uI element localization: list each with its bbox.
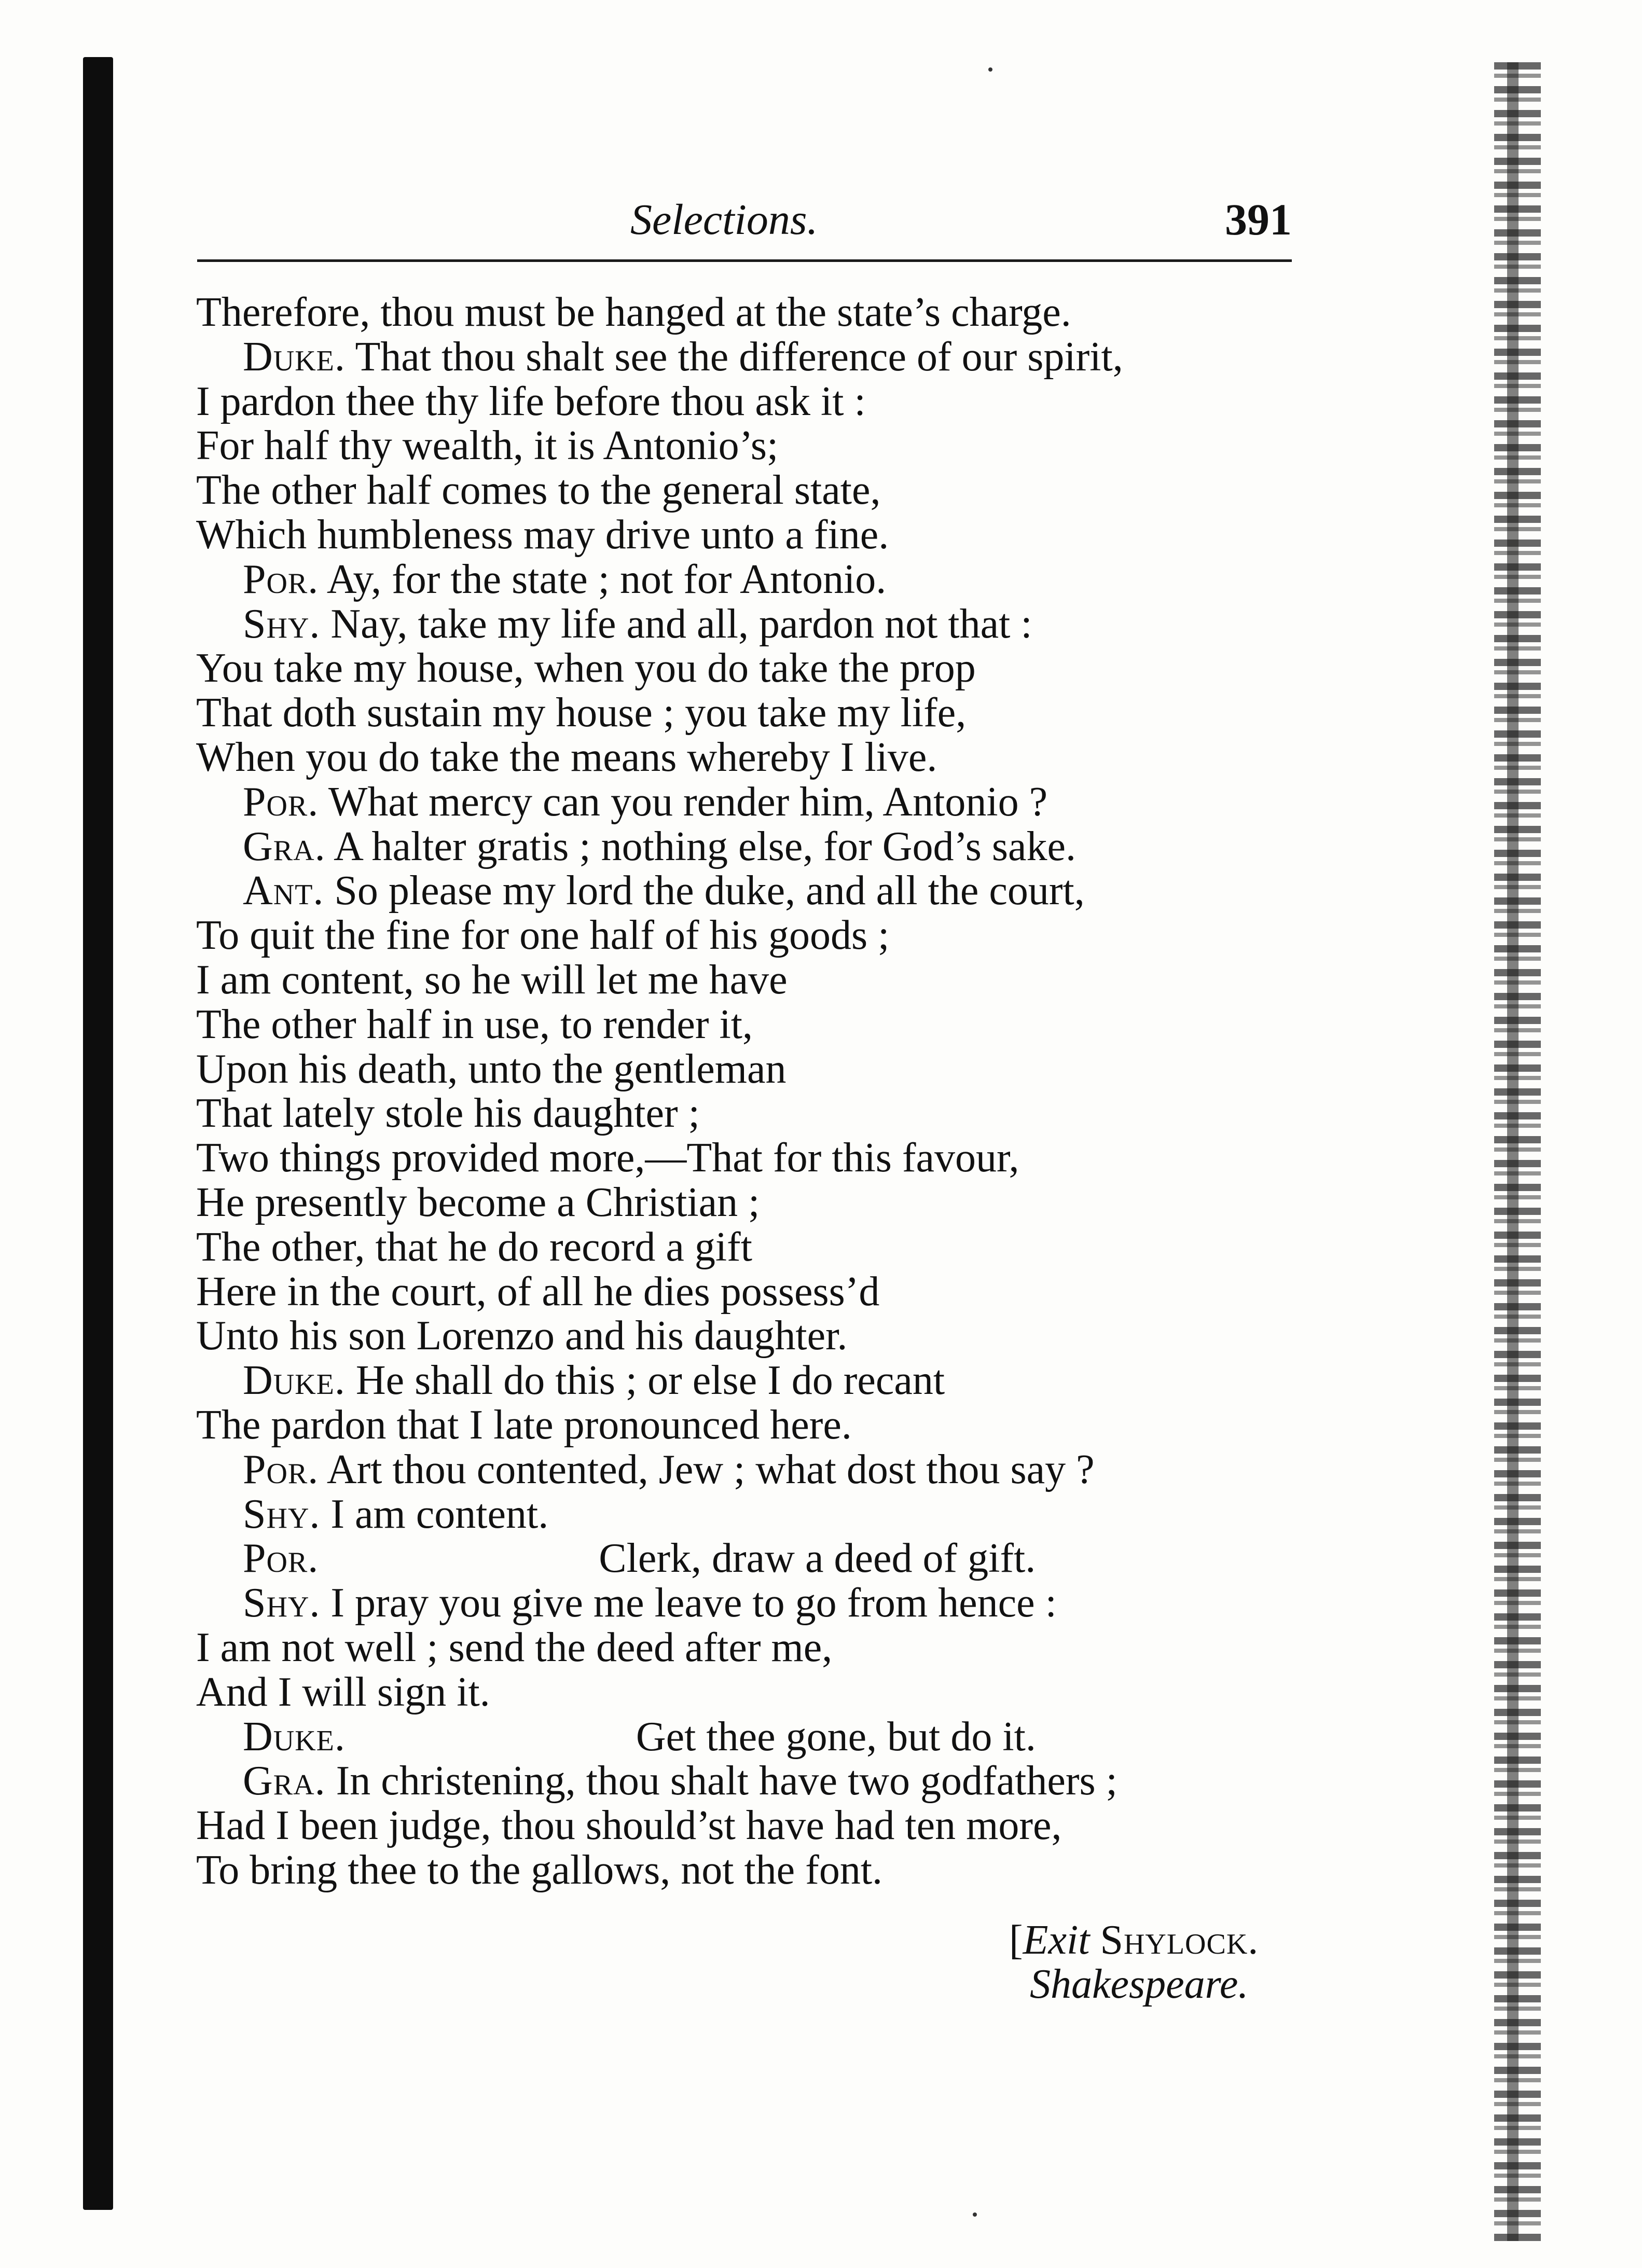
line-text: I am content, so he will let me have [196, 957, 788, 1003]
line-text: And I will sign it. [196, 1669, 490, 1715]
line-text: Unto his son Lorenzo and his daughter. [196, 1313, 848, 1359]
line-text: That thou shalt see the difference of our spirit, [355, 334, 1123, 380]
speaker-name: Duke. [243, 1713, 346, 1760]
line-text: He shall do this ; or else I do recant [355, 1358, 945, 1404]
speaker-name: Por. [243, 556, 319, 602]
stage-direction-bracket: [ [1009, 1917, 1023, 1963]
line-text: The other half comes to the general state, [196, 467, 881, 514]
line-text: Nay, take my life and all, pardon not that : [330, 601, 1032, 647]
line-text: For half thy wealth, it is Antonio’s; [196, 423, 779, 469]
line-text: A halter gratis ; nothing else, for God’s sake. [334, 823, 1076, 869]
page-number: 391 [1225, 195, 1292, 244]
page-header [197, 187, 1292, 249]
line-text: That lately stole his daughter ; [196, 1090, 700, 1137]
line-text: Get thee gone, but do it. [636, 1713, 1036, 1760]
verse-line [196, 1003, 1317, 1047]
speech-line [196, 335, 1317, 380]
line-text: In christening, thou shalt have two godfathers ; [336, 1758, 1117, 1804]
line-text: The pardon that I late pronounced here. [196, 1402, 852, 1448]
verse-line [196, 1091, 1317, 1136]
verse-line [196, 1314, 1317, 1359]
ink-speck [988, 67, 992, 72]
play-excerpt [196, 291, 1317, 1893]
stage-direction-character: Shylock. [1100, 1917, 1259, 1963]
line-text: He presently become a Christian ; [196, 1179, 760, 1225]
speaker-gap [346, 1358, 356, 1403]
speech-line [196, 558, 1317, 602]
verse-line [196, 1270, 1317, 1315]
line-text: The other half in use, to render it, [196, 1001, 753, 1047]
speaker-gap [326, 1758, 336, 1804]
speech-line [196, 869, 1317, 914]
speaker-name: Gra. [243, 1758, 326, 1804]
line-text: Which humbleness may drive unto a fine. [196, 511, 889, 558]
line-text: I pardon thee thy life before thou ask it : [196, 378, 866, 424]
verse-line [196, 1403, 1317, 1448]
verse-line [196, 380, 1317, 424]
line-text: I pray you give me leave to go from hence : [330, 1580, 1057, 1626]
page-edge-shadow [1507, 62, 1519, 2241]
verse-line [196, 1225, 1317, 1270]
line-text: Clerk, draw a deed of gift. [599, 1536, 1036, 1582]
line-text: What mercy can you render him, Antonio ? [328, 779, 1048, 825]
speech-line [196, 1537, 1317, 1581]
speaker-gap [320, 1580, 330, 1626]
speaker-name: Shy. [243, 1580, 321, 1626]
stage-direction [1009, 1919, 1259, 1961]
verse-line [196, 1181, 1317, 1225]
line-text: To quit the fine for one half of his goods ; [196, 912, 890, 959]
verse-line [196, 468, 1317, 513]
speaker-name: Duke. [243, 334, 346, 380]
verse-line [196, 958, 1317, 1003]
line-text: Art thou contented, Jew ; what dost thou say ? [326, 1446, 1095, 1492]
verse-line [196, 291, 1317, 335]
speaker-name: Por. [243, 779, 319, 825]
verse-line [196, 691, 1317, 736]
binding-shadow [83, 57, 113, 2210]
line-text: To bring thee to the gallows, not the font. [196, 1847, 883, 1893]
speaker-gap [319, 779, 328, 825]
speaker-name: Shy. [243, 1491, 321, 1537]
speech-line [196, 825, 1317, 869]
running-title: Selections. [630, 196, 818, 244]
verse-line [196, 736, 1317, 780]
line-text: You take my house, when you do take the prop [196, 645, 976, 692]
author-attribution: Shakespeare. [1030, 1961, 1249, 2007]
line-text: Therefore, thou must be hanged at the state’s charge. [196, 289, 1071, 335]
speech-line [196, 1759, 1317, 1804]
speech-line [196, 1492, 1317, 1537]
verse-line [196, 513, 1317, 558]
verse-line [196, 1848, 1317, 1893]
speaker-gap [346, 334, 355, 380]
speech-line [196, 602, 1317, 647]
verse-line [196, 1804, 1317, 1848]
line-text: Here in the court, of all he dies possess’d [196, 1268, 880, 1315]
line-text: When you do take the means whereby I live. [196, 734, 937, 780]
speech-line [196, 1715, 1317, 1760]
speech-line [196, 1448, 1317, 1492]
verse-line [196, 1136, 1317, 1181]
speaker-gap [320, 1491, 330, 1537]
line-text: Upon his death, unto the gentleman [196, 1046, 786, 1092]
line-text: I am content. [330, 1491, 549, 1537]
speaker-gap [324, 868, 334, 914]
header-rule [197, 259, 1292, 262]
speaker-gap [319, 1447, 327, 1492]
stage-direction-exit: Exit [1023, 1917, 1090, 1963]
speech-line [196, 780, 1317, 825]
verse-line [196, 1670, 1317, 1715]
speaker-name: Por. [243, 1446, 319, 1492]
speaker-name: Shy. [243, 601, 321, 647]
line-text: So please my lord the duke, and all the court, [334, 868, 1085, 914]
verse-line [196, 646, 1317, 691]
speaker-name: Ant. [243, 868, 324, 914]
speaker-name: Por. [243, 1536, 319, 1582]
line-text: That doth sustain my house ; you take my life, [196, 690, 967, 736]
speaker-gap [326, 824, 334, 869]
verse-line [196, 1626, 1317, 1670]
line-text: Had I been judge, thou should’st have had ten more, [196, 1803, 1062, 1849]
speaker-gap [320, 601, 330, 647]
speaker-gap [319, 557, 327, 602]
line-text: The other, that he do record a gift [196, 1224, 752, 1270]
verse-line [196, 424, 1317, 468]
line-text: Ay, for the state ; not for Antonio. [326, 556, 887, 602]
ink-speck [973, 2212, 977, 2217]
line-text: Two things provided more,—That for this favour, [196, 1135, 1019, 1181]
line-text: I am not well ; send the deed after me, [196, 1624, 833, 1670]
speaker-name: Duke. [243, 1358, 346, 1404]
speech-line [196, 1359, 1317, 1403]
speaker-name: Gra. [243, 823, 326, 869]
verse-line [196, 914, 1317, 958]
speech-line [196, 1581, 1317, 1626]
verse-line [196, 1047, 1317, 1092]
